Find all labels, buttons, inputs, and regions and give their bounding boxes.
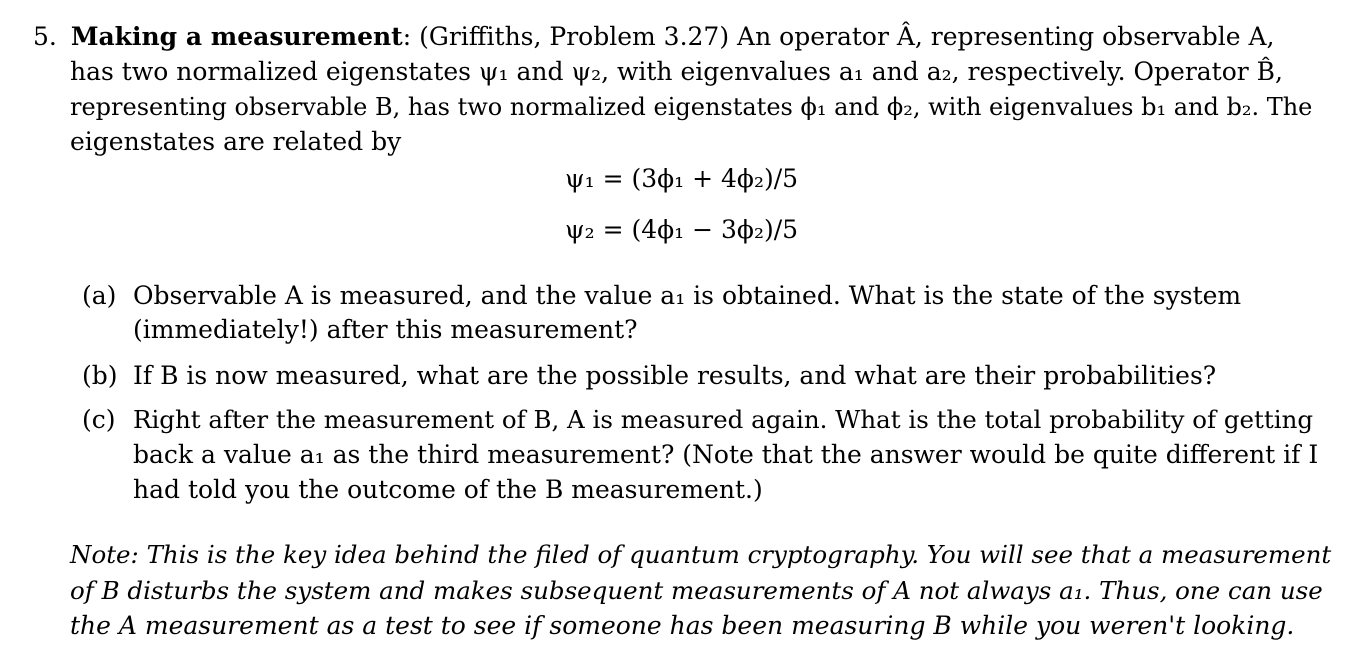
- part-a-line-2: (immediately!) after this measurement?: [133, 315, 638, 344]
- part-a-label: (a): [82, 281, 117, 310]
- part-c-line-2: back a value a₁ as the third measurement? (Note that the answer would be quite different if I: [133, 440, 1319, 469]
- part-c-line-3: had told you the outcome of the B measurement.): [133, 475, 763, 504]
- problem-intro-line-2: has two normalized eigenstates ψ₁ and ψ₂, with eigenvalues a₁ and a₂, respectively. Operator B̂,: [70, 57, 1284, 86]
- problem-intro-line-4: eigenstates are related by: [70, 127, 402, 156]
- problem-title: Making a measurement: [70, 22, 403, 51]
- problem-intro-line-3: representing observable B, has two normalized eigenstates ϕ₁ and ϕ₂, with eigenvalues b₁ and b₂. The: [70, 93, 1313, 121]
- note-line-1: Note: This is the key idea behind the filed of quantum cryptography. You will see that a measurement: [70, 540, 1332, 569]
- part-b-label: (b): [82, 361, 118, 390]
- intro-text-1: : (Griffiths, Problem 3.27) An operator Â, representing observable A,: [402, 22, 1275, 51]
- equation-psi1: ψ₁ = (3ϕ₁ + 4ϕ₂)/5: [565, 164, 799, 193]
- note-line-3: the A measurement as a test to see if someone has been measuring B while you weren't looking.: [70, 611, 1295, 640]
- problem-intro-line-1: [33, 22, 1275, 52]
- part-c-label: (c): [82, 405, 116, 434]
- equation-psi2: ψ₂ = (4ϕ₁ − 3ϕ₂)/5: [565, 215, 799, 244]
- part-c-line-1: Right after the measurement of B, A is measured again. What is the total probability of getting: [133, 405, 1314, 434]
- problem-number: 5.: [33, 22, 57, 51]
- part-a-line-1: Observable A is measured, and the value a₁ is obtained. What is the state of the system: [133, 281, 1242, 310]
- part-b-line-1: If B is now measured, what are the possible results, and what are their probabilities?: [133, 361, 1217, 390]
- note-line-2: of B disturbs the system and makes subsequent measurements of A not always a₁. Thus, one can use: [70, 576, 1323, 605]
